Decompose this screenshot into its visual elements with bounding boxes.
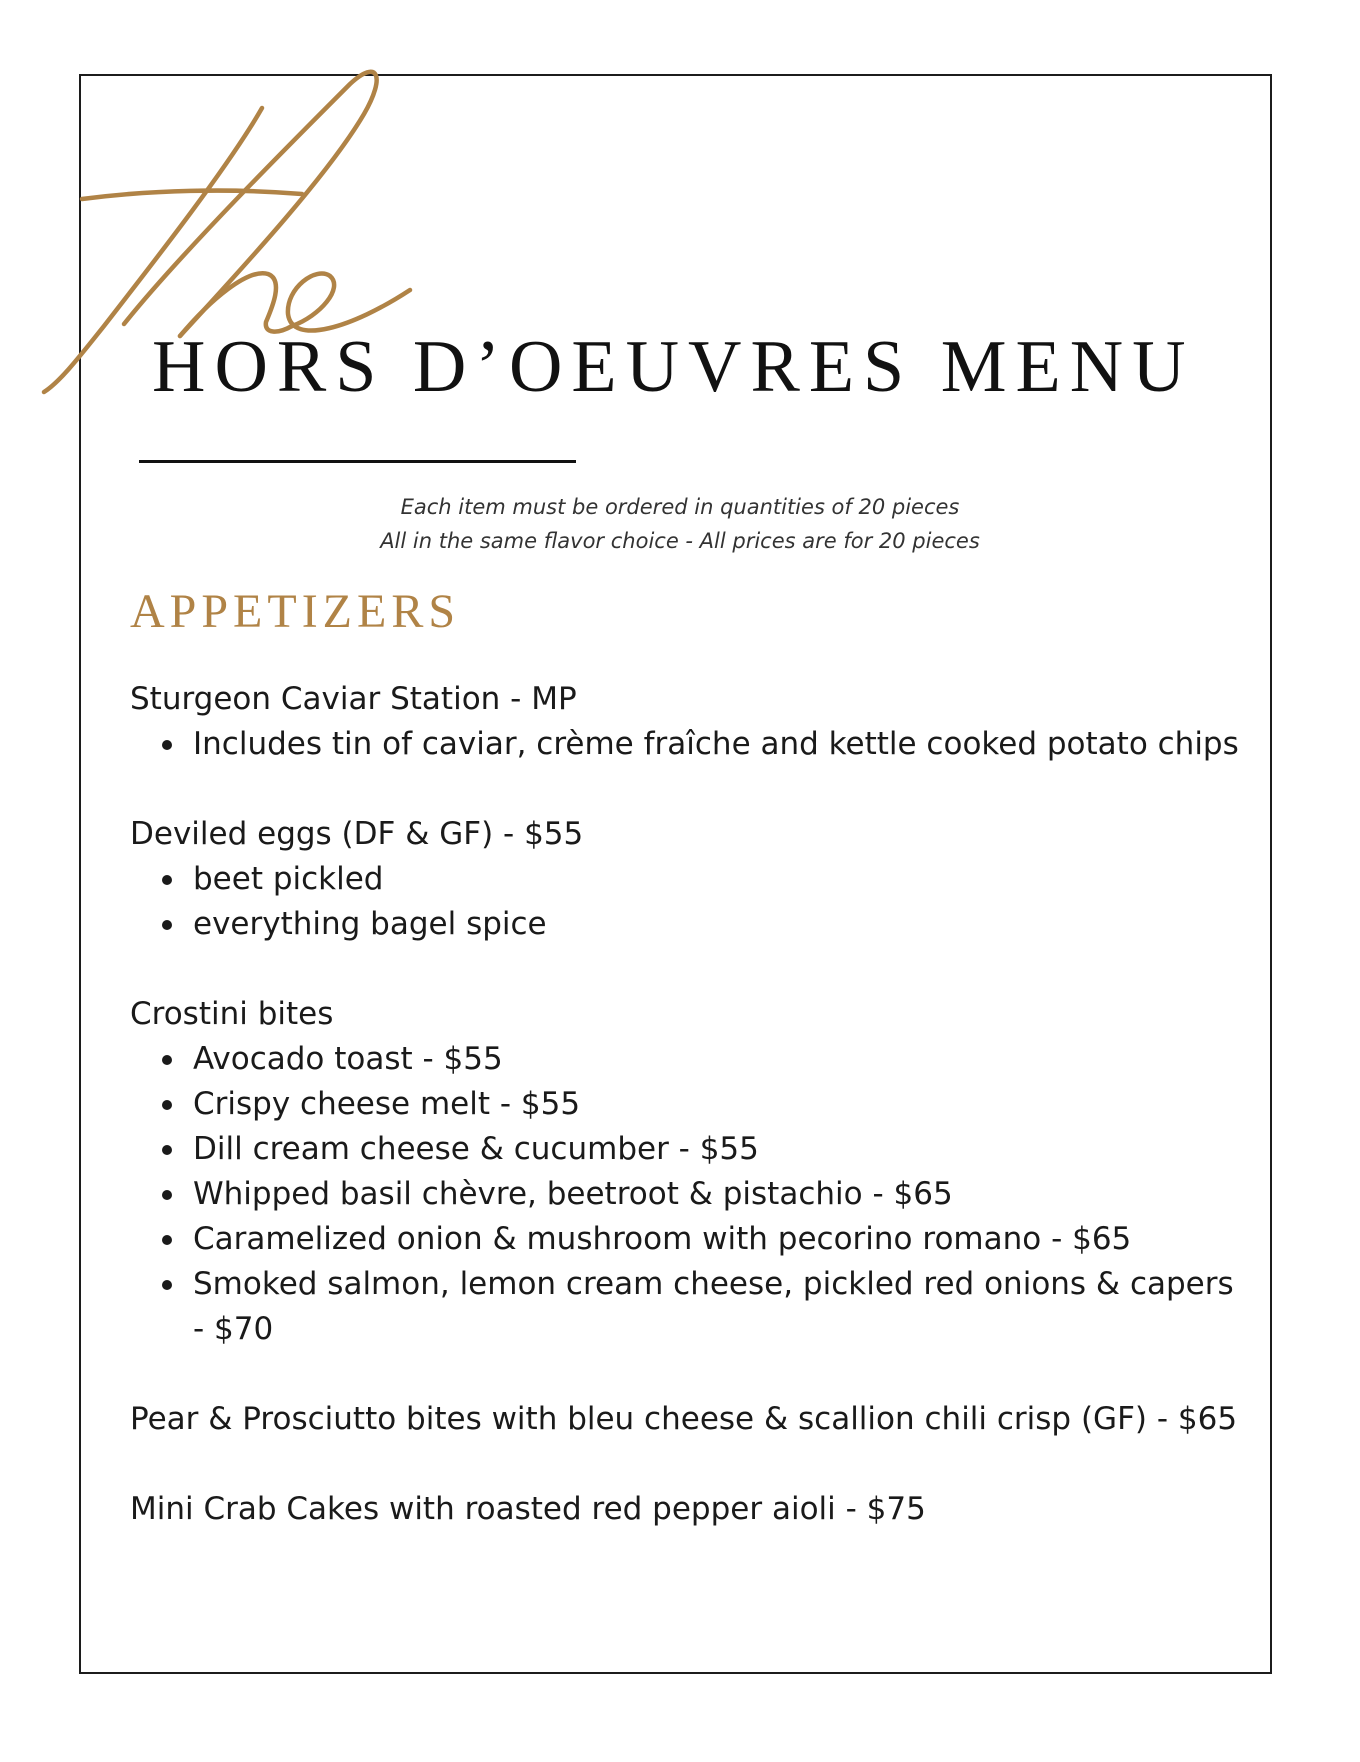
section-title-appetizers: APPETIZERS bbox=[130, 585, 461, 638]
menu-item-options bbox=[130, 1037, 1240, 1352]
bullet-icon bbox=[162, 1055, 172, 1065]
title-underline bbox=[139, 460, 576, 463]
menu-item-option: Crispy cheese melt - $55 bbox=[193, 1082, 1240, 1127]
page-title: HORS D’OEUVRES MENU bbox=[152, 326, 1195, 408]
bullet-icon bbox=[162, 875, 172, 885]
menu-item-name: Mini Crab Cakes with roasted red pepper aioli - $75 bbox=[130, 1491, 926, 1527]
bullet-icon bbox=[162, 1190, 172, 1200]
order-note-line-2: All in the same flavor choice - All prices are for 20 pieces bbox=[380, 529, 980, 553]
menu-item-option: Caramelized onion & mushroom with pecorino romano - $65 bbox=[193, 1217, 1240, 1262]
bullet-icon bbox=[162, 920, 172, 930]
menu-item-crab-cakes bbox=[130, 1487, 1240, 1532]
menu-item-name: Deviled eggs (DF & GF) - $55 bbox=[130, 816, 584, 852]
bullet-icon bbox=[162, 1145, 172, 1155]
bullet-icon bbox=[162, 1100, 172, 1110]
menu-item-list bbox=[130, 677, 1240, 1577]
menu-item-option: Avocado toast - $55 bbox=[193, 1037, 1240, 1082]
menu-item-option: Includes tin of caviar, crème fraîche and kettle cooked potato chips bbox=[193, 722, 1240, 767]
bullet-icon bbox=[162, 740, 172, 750]
menu-item-option: Smoked salmon, lemon cream cheese, pickled red onions & capers - $70 bbox=[193, 1262, 1240, 1352]
menu-item-option: Whipped basil chèvre, beetroot & pistachio - $65 bbox=[193, 1172, 1240, 1217]
menu-item-option: Dill cream cheese & cucumber - $55 bbox=[193, 1127, 1240, 1172]
menu-item-pear-prosciutto bbox=[130, 1397, 1240, 1442]
menu-item-options bbox=[130, 857, 1240, 947]
bullet-icon bbox=[162, 1235, 172, 1245]
menu-item-crostini bbox=[130, 992, 1240, 1352]
menu-item-name: Pear & Prosciutto bites with bleu cheese & scallion chili crisp (GF) - $65 bbox=[130, 1401, 1238, 1437]
order-note-line-1: Each item must be ordered in quantities of 20 pieces bbox=[400, 495, 960, 519]
menu-item-name: Crostini bites bbox=[130, 996, 334, 1032]
menu-item-options bbox=[130, 722, 1240, 767]
bullet-icon bbox=[162, 1280, 172, 1290]
menu-item-option: everything bagel spice bbox=[193, 902, 1240, 947]
menu-item-caviar bbox=[130, 677, 1240, 767]
menu-item-name: Sturgeon Caviar Station - MP bbox=[130, 681, 577, 717]
menu-item-option: beet pickled bbox=[193, 857, 1240, 902]
menu-item-deviled-eggs bbox=[130, 812, 1240, 947]
